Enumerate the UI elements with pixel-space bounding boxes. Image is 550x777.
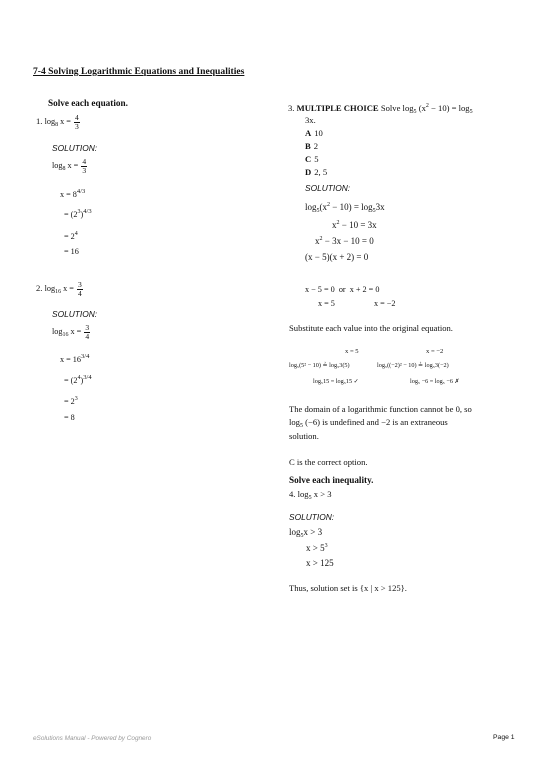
p1-step-3: = $(2^3)^{4/3}$ [64, 208, 92, 219]
p1-step-5: = 16 [64, 247, 79, 256]
section-header-equations: Solve each equation. [48, 98, 128, 108]
option-a: A 10 [305, 128, 323, 138]
p4-step-2: $x > 5^3$ [306, 543, 328, 553]
p3-step-4: (x − 5)(x + 2) = 0 [305, 252, 369, 262]
problem-number: 3. [288, 103, 295, 113]
p2-step-2: $x = 16^{3/4}$ [60, 353, 90, 364]
p4-step-1: $\log_5x > 3$ [289, 527, 323, 539]
p3-step-6b: x = −2 [374, 299, 396, 308]
answer-text: C is the correct option. [289, 457, 368, 467]
p1-step-2: $x = 8^{4/3}$ [60, 188, 86, 199]
solution-label: SOLUTION: [52, 309, 98, 319]
domain-text-1: The domain of a logarithmic function cannot be 0, so [289, 404, 472, 414]
substitute-text: Substitute each value into the original equation. [289, 323, 453, 333]
check-col2-head: x = −2 [426, 348, 444, 355]
problem-number: 2. [36, 282, 43, 293]
p2-step-3: = $(2^4)^{3/4}$ [64, 374, 92, 385]
section-header-inequalities: Solve each inequality. [289, 475, 374, 485]
p2-step-4: = $2^3$ [64, 396, 78, 406]
conclusion-text: Thus, solution set is {x | x > 125}. [289, 583, 407, 593]
p2-step-5: = 8 [64, 413, 75, 422]
option-d: D 2, 5 [305, 167, 328, 177]
page-number: Page 1 [493, 734, 515, 741]
check-col2-line1: log₅((−2)² − 10) ≟ log₅3(−2) [377, 362, 449, 369]
problem-3: 3. MULTIPLE CHOICE Solve $\log_5 (x^2 - 10) = \log_5$ [288, 103, 473, 115]
check-col2-line2: log₅ −6 = log₅ −6 ✗ [410, 378, 460, 385]
check-col1-line1: log₅(5² − 10) ≟ log₅3(5) [289, 362, 350, 369]
check-col1-line2: log₅15 = log₅15 ✓ [313, 378, 359, 385]
p3-step-5: x − 5 = 0 or x + 2 = 0 [305, 285, 380, 294]
problem-1: 1. $\log_8 x$ = $\frac{4}{3}$ [36, 113, 79, 131]
p3-step-2: $x^2 - 10 = 3x$ [332, 220, 377, 230]
page-title: 7-4 Solving Logarithmic Equations and Inequalities [33, 66, 245, 77]
problem-4: 4. $\log_5 x > 3$ [289, 489, 332, 501]
option-c: C 5 [305, 154, 319, 164]
problem-3-cont: 3x. [305, 115, 316, 125]
p3-step-6a: x = 5 [318, 299, 335, 308]
p3-step-1: $\log_5(x^2 - 10) = \log_53x$ [305, 202, 385, 214]
problem-2: 2. $\log_{16} x$ = $\frac{3}{4}$ [36, 280, 82, 298]
check-col1-head: x = 5 [345, 348, 359, 355]
p1-step-1: $\log_8 x$ = $\frac{4}{3}$ [52, 157, 87, 175]
solution-label: SOLUTION: [305, 183, 351, 193]
p3-step-3: $x^2 - 3x - 10 = 0$ [315, 236, 374, 246]
p1-step-4: = $2^4$ [64, 231, 78, 241]
footer-credit: eSolutions Manual - Powered by Cognero [33, 735, 152, 742]
solution-label: SOLUTION: [289, 512, 335, 522]
p4-step-3: x > 125 [306, 558, 334, 568]
problem-number: 4. [289, 489, 296, 499]
p2-step-1: $\log_{16} x$ = $\frac{3}{4}$ [52, 323, 90, 341]
multiple-choice-label: MULTIPLE CHOICE [296, 103, 379, 113]
solution-label: SOLUTION: [52, 143, 98, 153]
domain-text-2: $\log_5 (-6)$ is undefined and −2 is an extraneous [289, 417, 448, 429]
problem-number: 1. [36, 115, 43, 126]
option-b: B 2 [305, 141, 319, 151]
domain-text-3: solution. [289, 431, 319, 441]
